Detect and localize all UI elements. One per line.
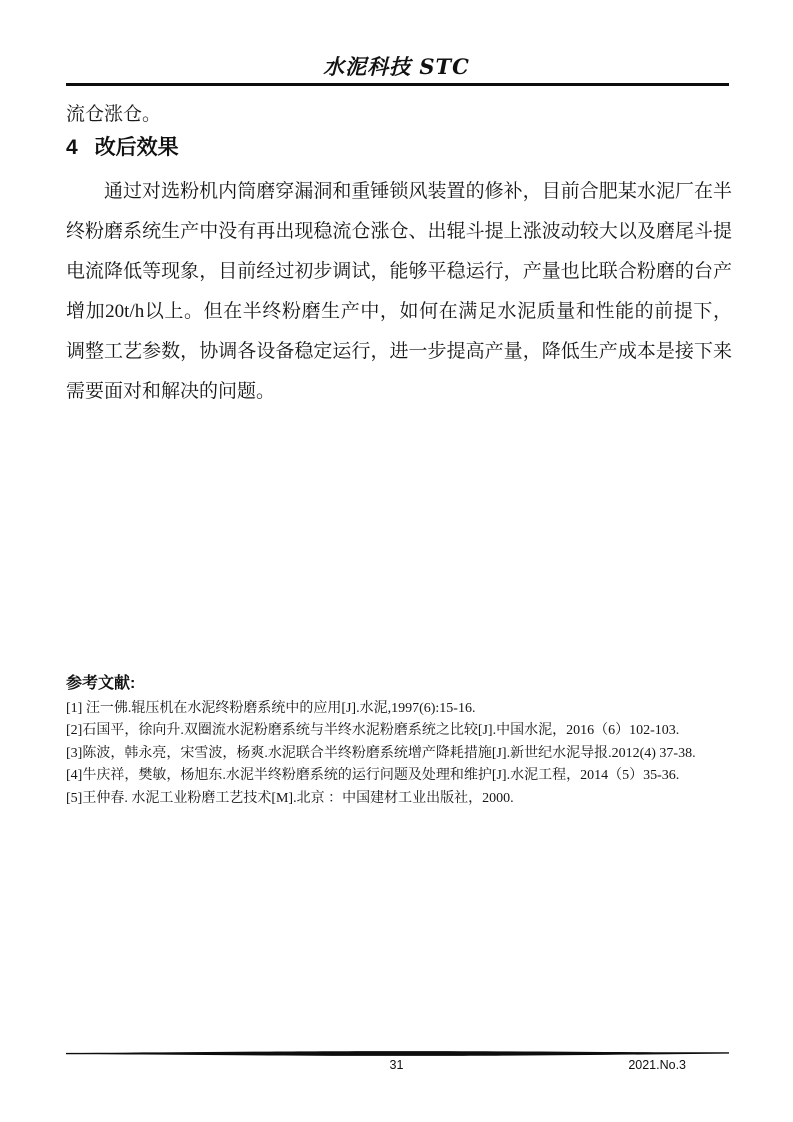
references-heading: 参考文献: [66,675,136,692]
reference-item-2: [2]石国平，徐向升.双圈流水泥粉磨系统与半终水泥粉磨系统之比较[J].中国水泥，2016（6）102-103. [66,723,680,739]
body-paragraph: 通过对选粉机内筒磨穿漏洞和重锤锁风装置的修补，目前合肥某水泥厂在半终粉磨系统生产中没有再出现稳流仓涨仓、出辊斗提上涨波动较大以及磨尾斗提电流降低等现象，目前经过初步调试，能够平稳运行，产量也比联合粉磨的台产增加20t/h以上。但在半终粉磨生产中，如何在满足水泥质量和性能的前提下，调整工艺参数，协调各设备稳定运行，进一步提高产量，降低生产成本是接下来需要面对和解决的问题。 [66,181,732,402]
reference-item-4: [4]牛庆祥，樊敏，杨旭东.水泥半终粉磨系统的运行问题及处理和维护[J].水泥工程，2014（5）35-36. [66,768,680,784]
reference-item-5: [5]王仲春. 水泥工业粉磨工艺技术[M].北京 ：中国建材工业出版社，2000. [66,790,514,806]
references-list [66,698,696,810]
section-number: 4 [66,136,78,159]
issue-label: 2021.No.3 [628,1058,686,1072]
reference-item-3: [3]陈波，韩永亮，宋雪波，杨爽.水泥联合半终粉磨系统增产降耗措施[J].新世纪水泥导报.2012(4) 37-38. [66,745,696,761]
reference-item-1: [1] 汪一佛.辊压机在水泥终粉磨系统中的应用[J].水泥,1997(6):15-16. [66,701,476,716]
carryover-text: 流仓涨仓。 [66,104,162,125]
section-title: 改后效果 [94,136,179,159]
journal-title: 水泥科技 STC [323,54,470,79]
page-number: 31 [389,1058,404,1072]
header-rule [66,83,729,86]
section-heading [66,136,179,160]
footer-rule [66,1050,729,1057]
